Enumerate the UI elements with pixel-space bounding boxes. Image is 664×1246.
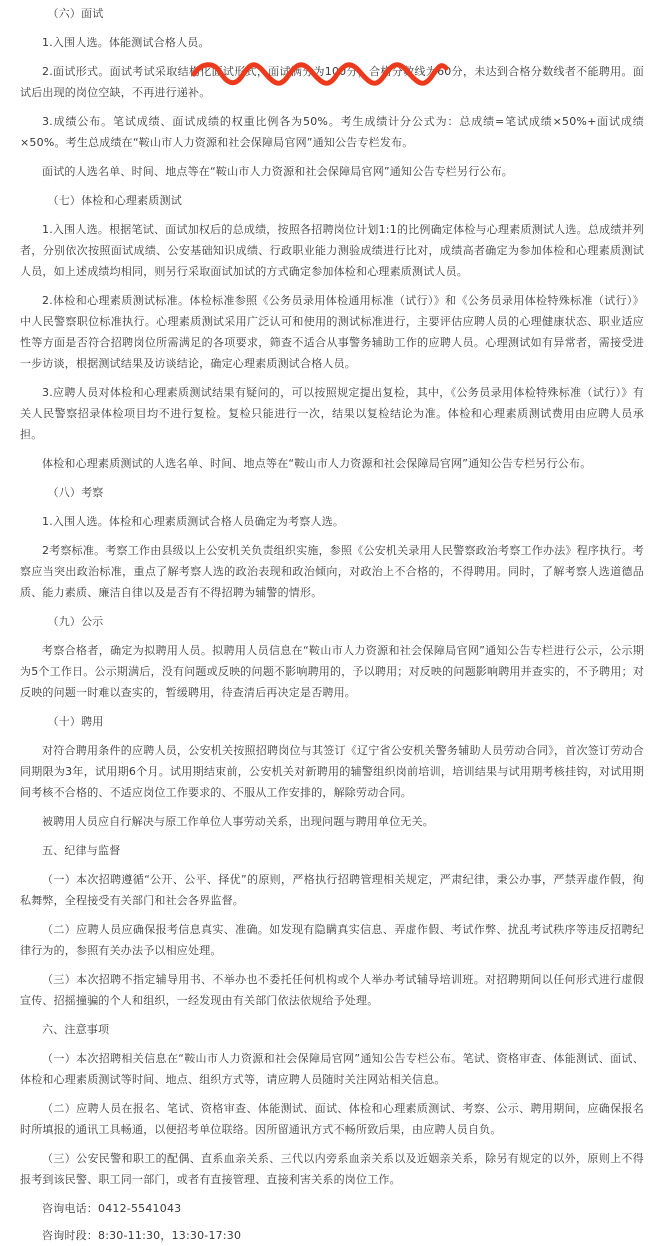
heading-discipline: 五、纪律与监督 [42,844,121,857]
interview-format: 2.面试形式。面试考试采取结构化面试形式，面试满分为100分，合格分数线为60分，未达到合格分数线者不能聘用。面试后出现的岗位空缺，不再进行递补。 [20,65,644,99]
interview-list-note: 面试的人选名单、时间、地点等在“鞍山市人力资源和社会保障局官网”通知公告专栏另行公布。 [42,165,513,178]
discipline-item-3: （三）本次招聘不指定辅导用书、不举办也不委托任何机构或个人举办考试辅导培训班。对招聘期间以任何形式进行虚假宣传、招摇撞骗的个人和组织，一经发现由有关部门依法依规给予处理。 [20,973,644,1007]
heading-interview: （六）面试 [47,7,104,20]
medical-recheck: 3.应聘人员对体检和心理素质测试结果有疑问的，可以按照规定提出复检，其中，《公务员录用体检特殊标准（试行）》有关人民警察招录体检项目均不进行复检。复检只能进行一次，结果以复检结论为准。体检和心理素质测试费用由应聘人员承担。 [20,386,644,441]
contact-hours: 咨询时段：8:30-11:30，13:30-17:30 [42,1229,242,1242]
interview-candidates: 1.入围人选。体能测试合格人员。 [42,36,210,49]
employment-relations: 被聘用人员应自行解决与原工作单位人事劳动关系，出现问题与聘用单位无关。 [42,815,434,828]
medical-list-note: 体检和心理素质测试的人选名单、时间、地点等在“鞍山市人力资源和社会保障局官网”通知公告专栏另行公布。 [42,457,592,470]
heading-medical-exam: （七）体检和心理素质测试 [47,194,182,207]
notes-item-3: （三）公安民警和职工的配偶、直系血亲关系、三代以内旁系血亲关系以及近姻亲关系，除另有规定的以外，原则上不得报考到该民警、职工同一部门，或者有直接管理、直接利害关系的岗位工作。 [20,1152,644,1186]
medical-standards: 2.体检和心理素质测试标准。体检标准参照《公务员录用体检通用标准（试行）》和《公务员录用体检特殊标准（试行）》中人民警察职位标准执行。心理素质测试采用广泛认可和使用的测试标准进行，主要评估应聘人员的心理健康状态、职业适应性等方面是否符合招聘岗位所需满足的各项要求，筛查不适合从事警务辅助工作的应聘人员。心理测试如有异常者，需接受进一步访谈，根据测试结果及访谈结论，确定心理素质测试合格人员。 [20,294,644,370]
discipline-item-1: （一）本次招聘遵循“公开、公平、择优”的原则，严格执行招聘管理相关规定，严肃纪律，秉公办事，严禁弄虚作假，徇私舞弊，全程接受有关部门和社会各界监督。 [20,873,644,907]
notes-item-2: （二）应聘人员在报名、笔试、资格审查、体能测试、面试、体检和心理素质测试、考察、公示、聘用期间，应确保报名时所填报的通讯工具畅通，以便招考单位联络。因所留通讯方式不畅所致后果，由应聘人员自负。 [20,1102,644,1136]
inspection-standards: 2考察标准。考察工作由县级以上公安机关负责组织实施，参照《公安机关录用人民警察政治考察工作办法》程序执行。考察应当突出政治标准，重点了解考察人选的政治表现和政治倾向，对政治上不合格的，不得聘用。同时，了解考察人选道德品质、能力素质、廉洁自律以及是否有不得招聘为辅警的情形。 [20,544,644,599]
heading-publicity: （九）公示 [47,615,104,628]
employment-contract: 对符合聘用条件的应聘人员，公安机关按照招聘岗位与其签订《辽宁省公安机关警务辅助人员劳动合同》，首次签订劳动合同期限为3年，试用期6个月。试用期结束前，公安机关对新聘用的辅警组织岗前培训，培训结果与试用期考核挂钩，对试用期间考核不合格的、不适应岗位工作要求的、不服从工作安排的，解除劳动合同。 [20,744,644,799]
heading-notes: 六、注意事项 [42,1023,110,1036]
score-announcement: 3.成绩公布。笔试成绩、面试成绩的权重比例各为50%。考生成绩计分公式为：总成绩=笔试成绩×50%+面试成绩×50%。考生总成绩在“鞍山市人力资源和社会保障局官网”通知公告专栏发布。 [20,115,644,149]
publicity-body: 考察合格者，确定为拟聘用人员。拟聘用人员信息在“鞍山市人力资源和社会保障局官网”通知公告专栏进行公示，公示期为5个工作日。公示期满后，没有问题或反映的问题不影响聘用的，予以聘用；对反映的问题影响聘用并查实的，不予聘用；对反映的问题一时难以查实的，暂缓聘用，待查清后再决定是否聘用。 [20,644,644,699]
discipline-item-2: （二）应聘人员应确保报考信息真实、准确。如发现有隐瞒真实信息、弄虚作假、考试作弊、扰乱考试秩序等违反招聘纪律行为的，参照有关办法予以相应处理。 [20,923,644,957]
notes-item-1: （一）本次招聘相关信息在“鞍山市人力资源和社会保障局官网”通知公告专栏公布。笔试、资格审查、体能测试、面试、体检和心理素质测试等时间、地点、组织方式等，请应聘人员随时关注网站相关信息。 [20,1052,644,1086]
contact-phone: 咨询电话：0412-5541043 [42,1202,182,1215]
heading-inspection: （八）考察 [47,486,104,499]
inspection-candidates: 1.入围人选。体检和心理素质测试合格人员确定为考察人选。 [42,515,345,528]
medical-candidates: 1.入围人选。根据笔试、面试加权后的总成绩，按照各招聘岗位计划1:1的比例确定体检与心理素质测试人选。总成绩并列者，分别依次按照面试成绩、公安基础知识成绩、行政职业能力测验成绩进行比对，成绩高者确定为参加体检和心理素质测试人员，如上述成绩均相同，则另行采取面试加试的方式确定参加体检和心理素质测试人员。 [20,223,644,278]
heading-employment: （十）聘用 [47,715,104,728]
